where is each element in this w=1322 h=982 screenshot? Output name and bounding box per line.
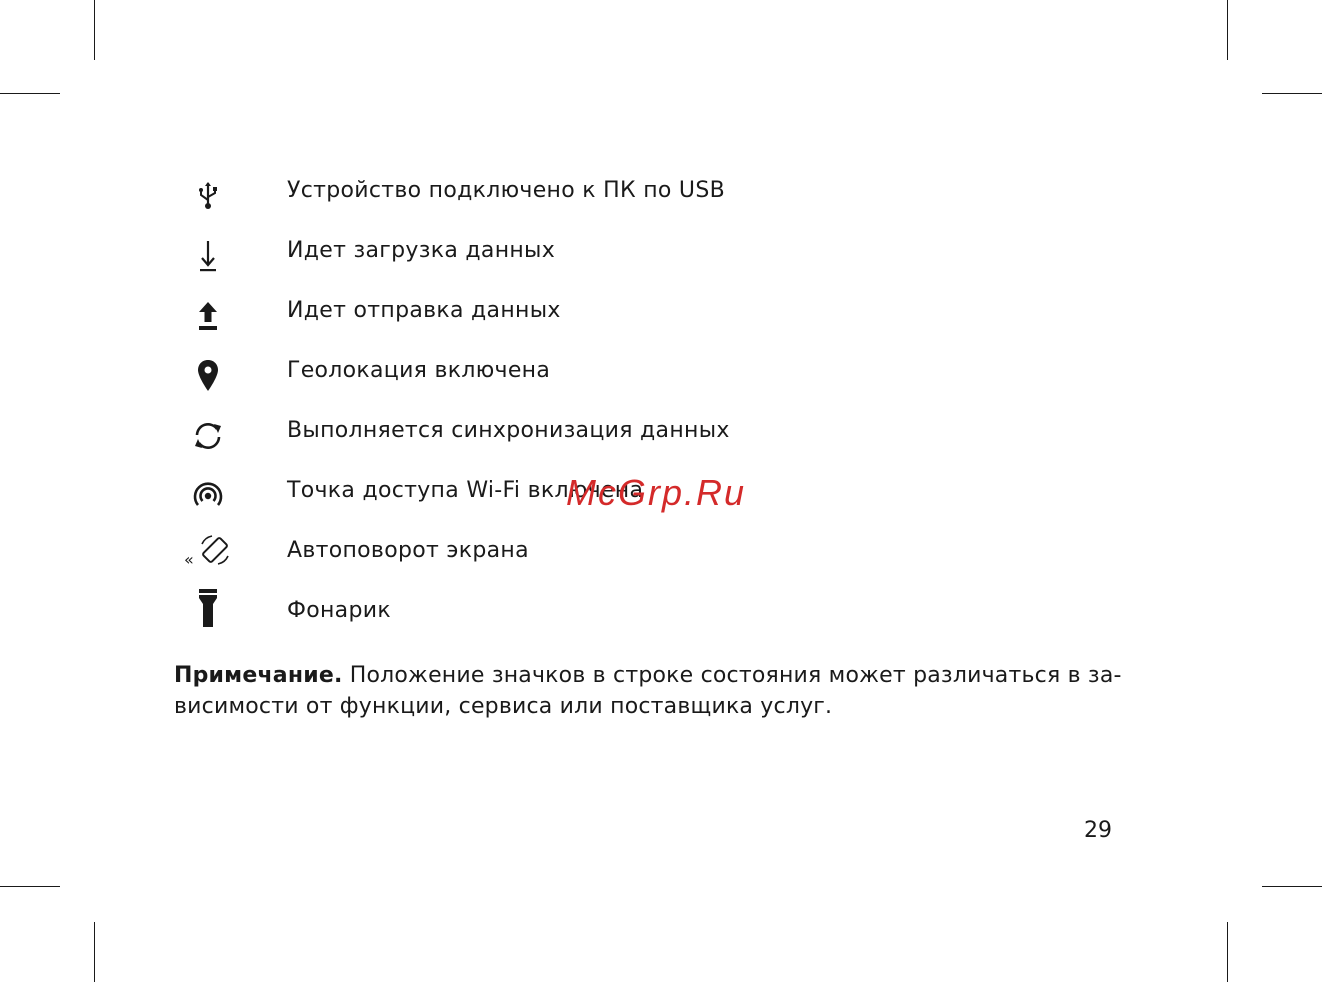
row-label: Устройство подключено к ПК по USB: [287, 178, 725, 203]
watermark: McGrp.Ru: [566, 472, 747, 513]
crop-mark: [1227, 0, 1228, 60]
auto-rotate-icon: [180, 532, 236, 572]
location-pin-icon: [188, 356, 228, 396]
note-text: Положение значков в строке состояния может различаться в за-висимости от функции, сервиса или поставщика услуг.: [174, 663, 1122, 719]
download-icon: [188, 236, 228, 276]
crop-mark: [1262, 886, 1322, 887]
flashlight-icon: [188, 586, 228, 630]
row-label: Выполняется синхронизация данных: [287, 418, 730, 443]
crop-mark: [1227, 922, 1228, 982]
usb-icon: [188, 176, 228, 216]
note-paragraph: [174, 660, 1124, 722]
sync-icon: [188, 416, 228, 456]
row-label: Идет загрузка данных: [287, 238, 556, 263]
crop-mark: [0, 93, 60, 94]
upload-icon: [188, 296, 228, 336]
crop-mark: [0, 886, 60, 887]
row-label: Автоповорот экрана: [287, 538, 529, 563]
crop-mark: [94, 0, 95, 60]
row-label: Фонарик: [287, 598, 391, 623]
hotspot-icon: [188, 476, 228, 516]
page-number: 29: [1084, 818, 1112, 843]
crop-mark: [94, 922, 95, 982]
row-label: Идет отправка данных: [287, 298, 561, 323]
note-label: Примечание.: [174, 663, 343, 688]
row-label: Геолокация включена: [287, 358, 551, 383]
row-label: Точка доступа Wi-Fi включена: [287, 478, 644, 503]
svg-text:«: «: [184, 550, 194, 569]
crop-mark: [1262, 93, 1322, 94]
